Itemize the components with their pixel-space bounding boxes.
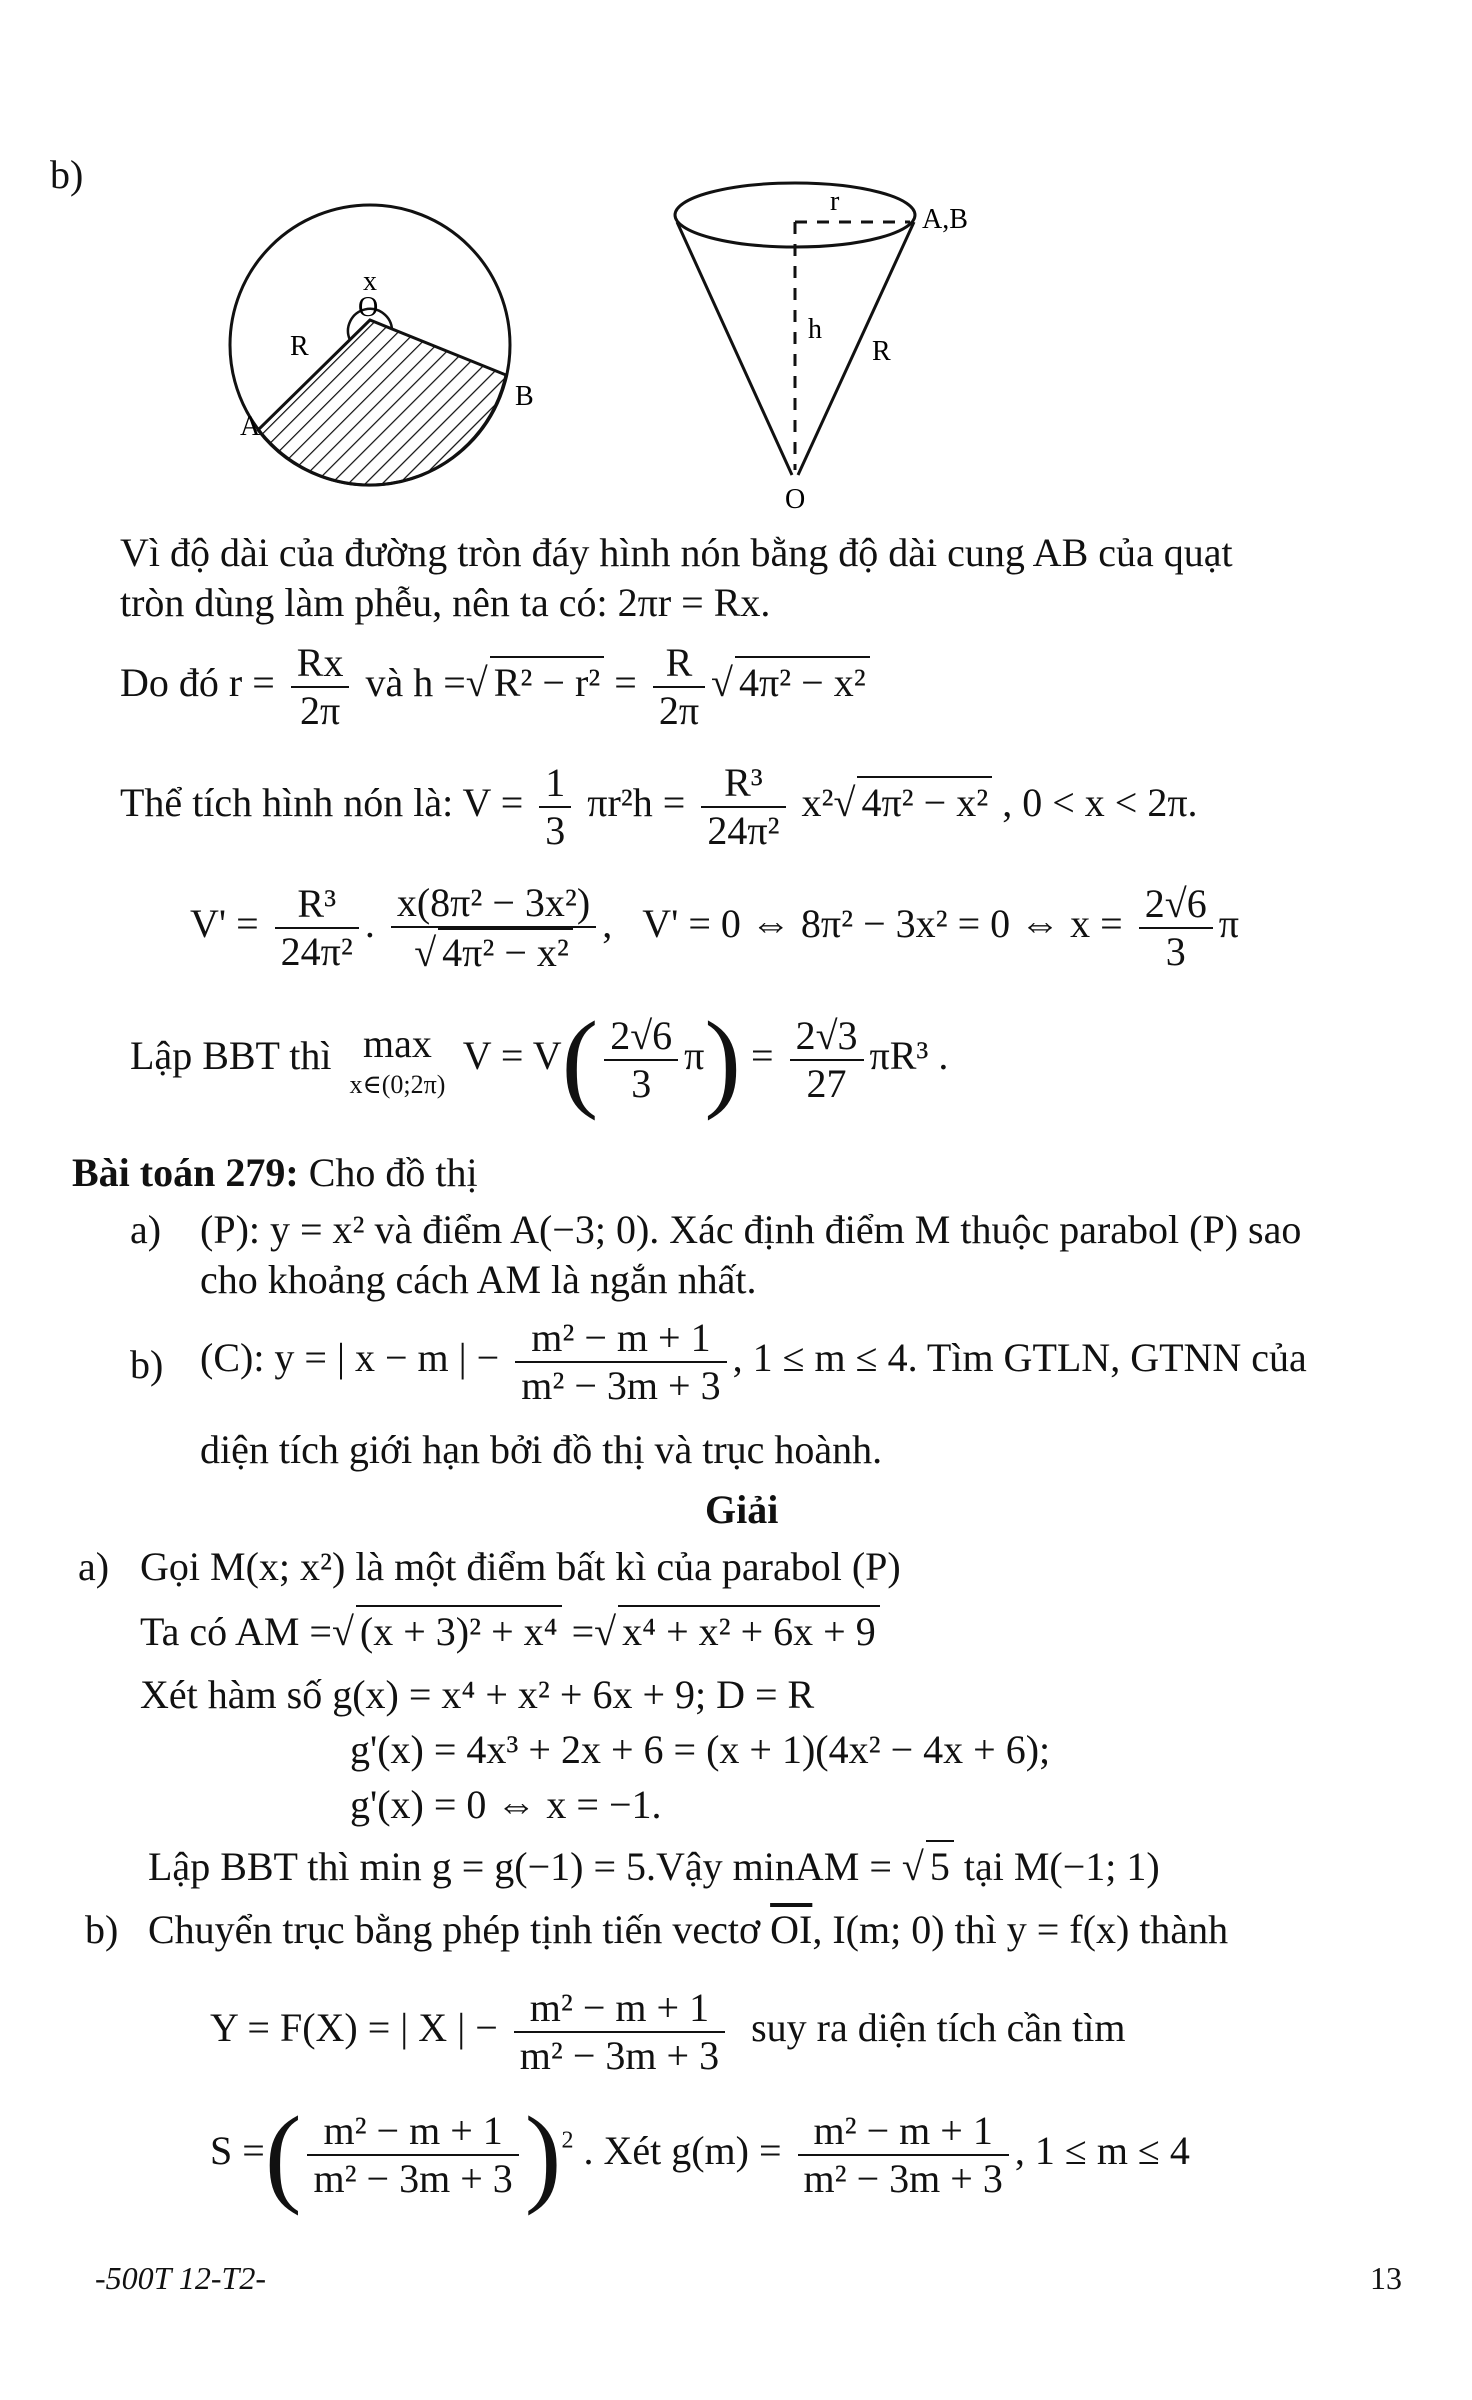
list-label: b) bbox=[130, 1342, 164, 1387]
label-B: B bbox=[515, 381, 534, 412]
text-line: Vì độ dài của đường tròn đáy hình nón bằng độ dài cung AB của quạt bbox=[120, 530, 1233, 575]
vector-oi: $\overline{OI}$ bbox=[770, 1907, 813, 1952]
text-line: diện tích giới hạn bởi đồ thị và trục hoành. bbox=[200, 1427, 883, 1472]
equation-r-h: Do đó r = $\frac{Rx}{2\pi}$ và h =√ R² − r² = $\frac{R}{2\pi}$ √ 4π² − x² bbox=[120, 640, 870, 734]
list-label: a) bbox=[130, 1207, 162, 1252]
equation-problem-b: (C): y = | x − m | − $\frac{\text{m² − m + 1}}{\text{m² − 3m + 3}}$ , 1 ≤ m ≤ 4. Tìm GTLN, GTNN của bbox=[200, 1315, 1307, 1408]
problem-title: Bài toán 279: bbox=[72, 1150, 299, 1195]
equation-area: S =( $\frac{\text{m² − m + 1}}{\text{m² − 3m + 3}}$ )$^2$ . Xét g(m) = $\frac{\text{m² − m + 1}}{\text{m² − 3m + 3}}$ , 1 ≤ m ≤ 4 bbox=[210, 2094, 1190, 2216]
footer-code: -500T 12-T2- bbox=[95, 2260, 266, 2296]
cone-figure bbox=[640, 170, 1000, 520]
list-label: a) bbox=[78, 1544, 110, 1589]
equation-derivative: V' = $\frac{\text{R³}}{\text{24π²}}$ . $\frac{\text{x(8π² − 3x²)}}{\text{√ 4π² − x²}}$ , V' = 0 ⇔ 8π² − 3x² = 0 ⇔ x = $\frac{2√6}{3}$ π bbox=[190, 880, 1239, 975]
list-label: b) bbox=[85, 1907, 119, 1952]
label-O-cone: O bbox=[785, 484, 806, 515]
label-r: r bbox=[830, 186, 840, 217]
label-h: h bbox=[808, 314, 822, 345]
page-number: 13 bbox=[1370, 2260, 1402, 2296]
text-line: Chuyển trục bằng phép tịnh tiến vectơ $\overline{OI}$, I(m; 0) thì y = f(x) thành bbox=[148, 1907, 1229, 1952]
text-line: g'(x) = 4x³ + 2x + 6 = (x + 1)(4x² − 4x + 6); bbox=[350, 1727, 1051, 1772]
cone-side-left bbox=[677, 222, 792, 475]
problem-title-line: Bài toán 279: Cho đồ thị bbox=[72, 1150, 478, 1195]
text-line: Gọi M(x; x²) là một điểm bất kì của parabol (P) bbox=[140, 1544, 901, 1589]
text-line: cho khoảng cách AM là ngắn nhất. bbox=[200, 1257, 757, 1302]
text-line: Xét hàm số g(x) = x⁴ + x² + 6x + 9; D = R bbox=[140, 1672, 815, 1717]
equation-volume: Thể tích hình nón là: V = $\frac{1}{3}$ πr²h = $\frac{\text{R³}}{\text{24π²}}$ x²√ 4π² − x² , 0 < x < 2π. bbox=[120, 760, 1198, 853]
solution-heading: Giải bbox=[705, 1487, 779, 1532]
label-R: R bbox=[290, 331, 309, 362]
text-line: (P): y = x² và điểm A(−3; 0). Xác định điểm M thuộc parabol (P) sao bbox=[200, 1207, 1302, 1252]
text-line: g'(x) = 0 ⇔ x = −1. bbox=[350, 1782, 662, 1827]
label-x: x bbox=[363, 266, 377, 297]
part-label: b) bbox=[50, 152, 84, 197]
equation-max: Lập BBT thì max x∈(0;2π) V = V( $\frac{2√6}{3}$ π) = $\frac{2√3}{27}$ πR³ . bbox=[130, 999, 949, 1121]
circle-sector-figure bbox=[200, 190, 534, 490]
label-R-cone: R bbox=[872, 336, 891, 367]
equation-min: Lập BBT thì min g = g(−1) = 5.Vậy minAM = √ 5 tại M(−1; 1) bbox=[148, 1840, 1160, 1892]
cone-side-right bbox=[798, 222, 914, 475]
text-line: tròn dùng làm phễu, nên ta có: 2πr = Rx. bbox=[120, 580, 771, 625]
label-O: O bbox=[358, 292, 379, 323]
label-A: A bbox=[240, 411, 261, 442]
cone-base bbox=[675, 183, 915, 247]
label-AB: A,B bbox=[922, 204, 968, 235]
equation-translate: Y = F(X) = | X | − $\frac{\text{m² − m + 1}}{\text{m² − 3m + 3}}$ suy ra diện tích cần tìm bbox=[210, 1985, 1126, 2078]
equation-am: Ta có AM =√ (x + 3)² + x⁴ =√ x⁴ + x² + 6x + 9 bbox=[140, 1605, 880, 1657]
